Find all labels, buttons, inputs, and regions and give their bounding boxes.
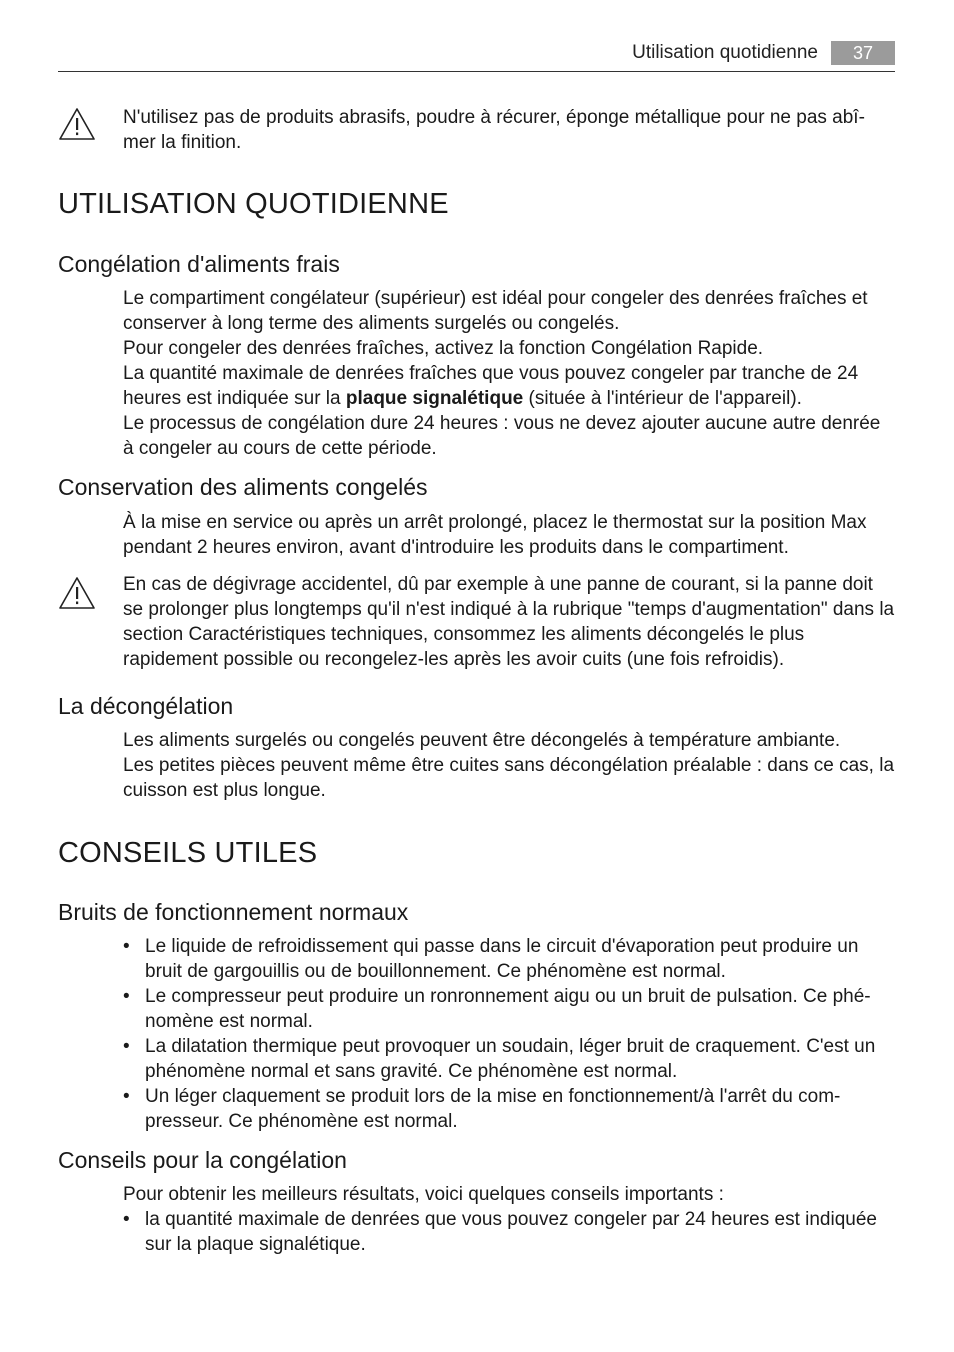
normal-noises-list — [123, 934, 895, 1134]
page-number: 37 — [831, 41, 895, 65]
paragraph: Pour obtenir les meilleurs résultats, voici quelques conseils importants : — [123, 1184, 724, 1205]
warning-text-abrasives: N'utilisez pas de produits abrasifs, poudre à récurer, éponge métallique pour ne pas abî- mer la finition. — [123, 107, 865, 153]
paragraph: À la mise en service ou après un arrêt prolongé, placez le thermostat sur la position Max pendant 2 heures environ, avant d'introduire les produits dans le compartiment. — [123, 512, 867, 558]
section-title-useful-tips: CONSEILS UTILES — [58, 837, 318, 869]
warning-icon — [58, 576, 96, 610]
storage-frozen-body — [123, 510, 895, 560]
warning-icon — [58, 107, 96, 141]
freezing-tips-body — [123, 1182, 895, 1257]
list-item: • Un léger claquement se produit lors de la mise en fonctionnement/à l'arrêt du com- presseur. Ce phénomène est normal. — [123, 1084, 895, 1134]
list-item: • la quantité maximale de denrées que vous pouvez congeler par 24 heures est indiquée sur la plaque signalétique. — [123, 1207, 895, 1257]
paragraph: La quantité maximale de denrées fraîches que vous pouvez congeler par tranche de 24 heures est indiquée sur la plaque signalétique (située à l'intérieur de l'appareil). — [123, 363, 859, 409]
rating-plate-bold: plaque signalétique — [345, 388, 524, 409]
paragraph: Le compartiment congélateur (supérieur) est idéal pour congeler des denrées fraîches et conserver à long terme des aliments surgelés ou congelés. — [123, 288, 868, 334]
warning-text-defrost: En cas de dégivrage accidentel, dû par exemple à une panne de courant, si la panne doit se prolonger plus longtemps qu'il n'est indiqué à la rubrique "temps d'augmentation" dans la section Caractéristiques techniques, consommez les aliments décongelés le plus rapidement possible ou recongelez-les après les avoir cuits (une fois refroidis). — [123, 574, 895, 670]
subsection-title-freezing-fresh: Congélation d'aliments frais — [58, 251, 340, 277]
section-title-daily-use: UTILISATION QUOTIDIENNE — [58, 188, 449, 220]
paragraph: Les petites pièces peuvent même être cuites sans décongélation préalable : dans ce cas, la cuisson est plus longue. — [123, 755, 895, 801]
subsection-title-normal-noises: Bruits de fonctionnement normaux — [58, 899, 409, 925]
subsection-title-thawing: La décongélation — [58, 693, 234, 719]
subsection-title-freezing-tips: Conseils pour la congélation — [58, 1147, 347, 1173]
thawing-body — [123, 728, 895, 803]
paragraph: Le processus de congélation dure 24 heures : vous ne devez ajouter aucune autre denrée à congeler au cours de cette période. — [123, 413, 881, 459]
freezing-fresh-body — [123, 286, 895, 461]
subsection-title-storage-frozen: Conservation des aliments congelés — [58, 474, 428, 500]
list-item: • Le compresseur peut produire un ronronnement aigu ou un bruit de pulsation. Ce phé- nomène est normal. — [123, 984, 895, 1034]
paragraph: Pour congeler des denrées fraîches, activez la fonction Congélation Rapide. — [123, 338, 764, 359]
running-header-title: Utilisation quotidienne — [632, 42, 818, 63]
list-item: • La dilatation thermique peut provoquer un soudain, léger bruit de craquement. C'est un phénomène normal et sans gravité. Ce phénomène est normal. — [123, 1034, 895, 1084]
page-header — [58, 40, 895, 72]
list-item: • Le liquide de refroidissement qui passe dans le circuit d'évaporation peut produire un bruit de gargouillis ou de bouillonnement. Ce phénomène est normal. — [123, 934, 895, 984]
paragraph: Les aliments surgelés ou congelés peuvent être décongelés à température ambiante. — [123, 730, 841, 751]
